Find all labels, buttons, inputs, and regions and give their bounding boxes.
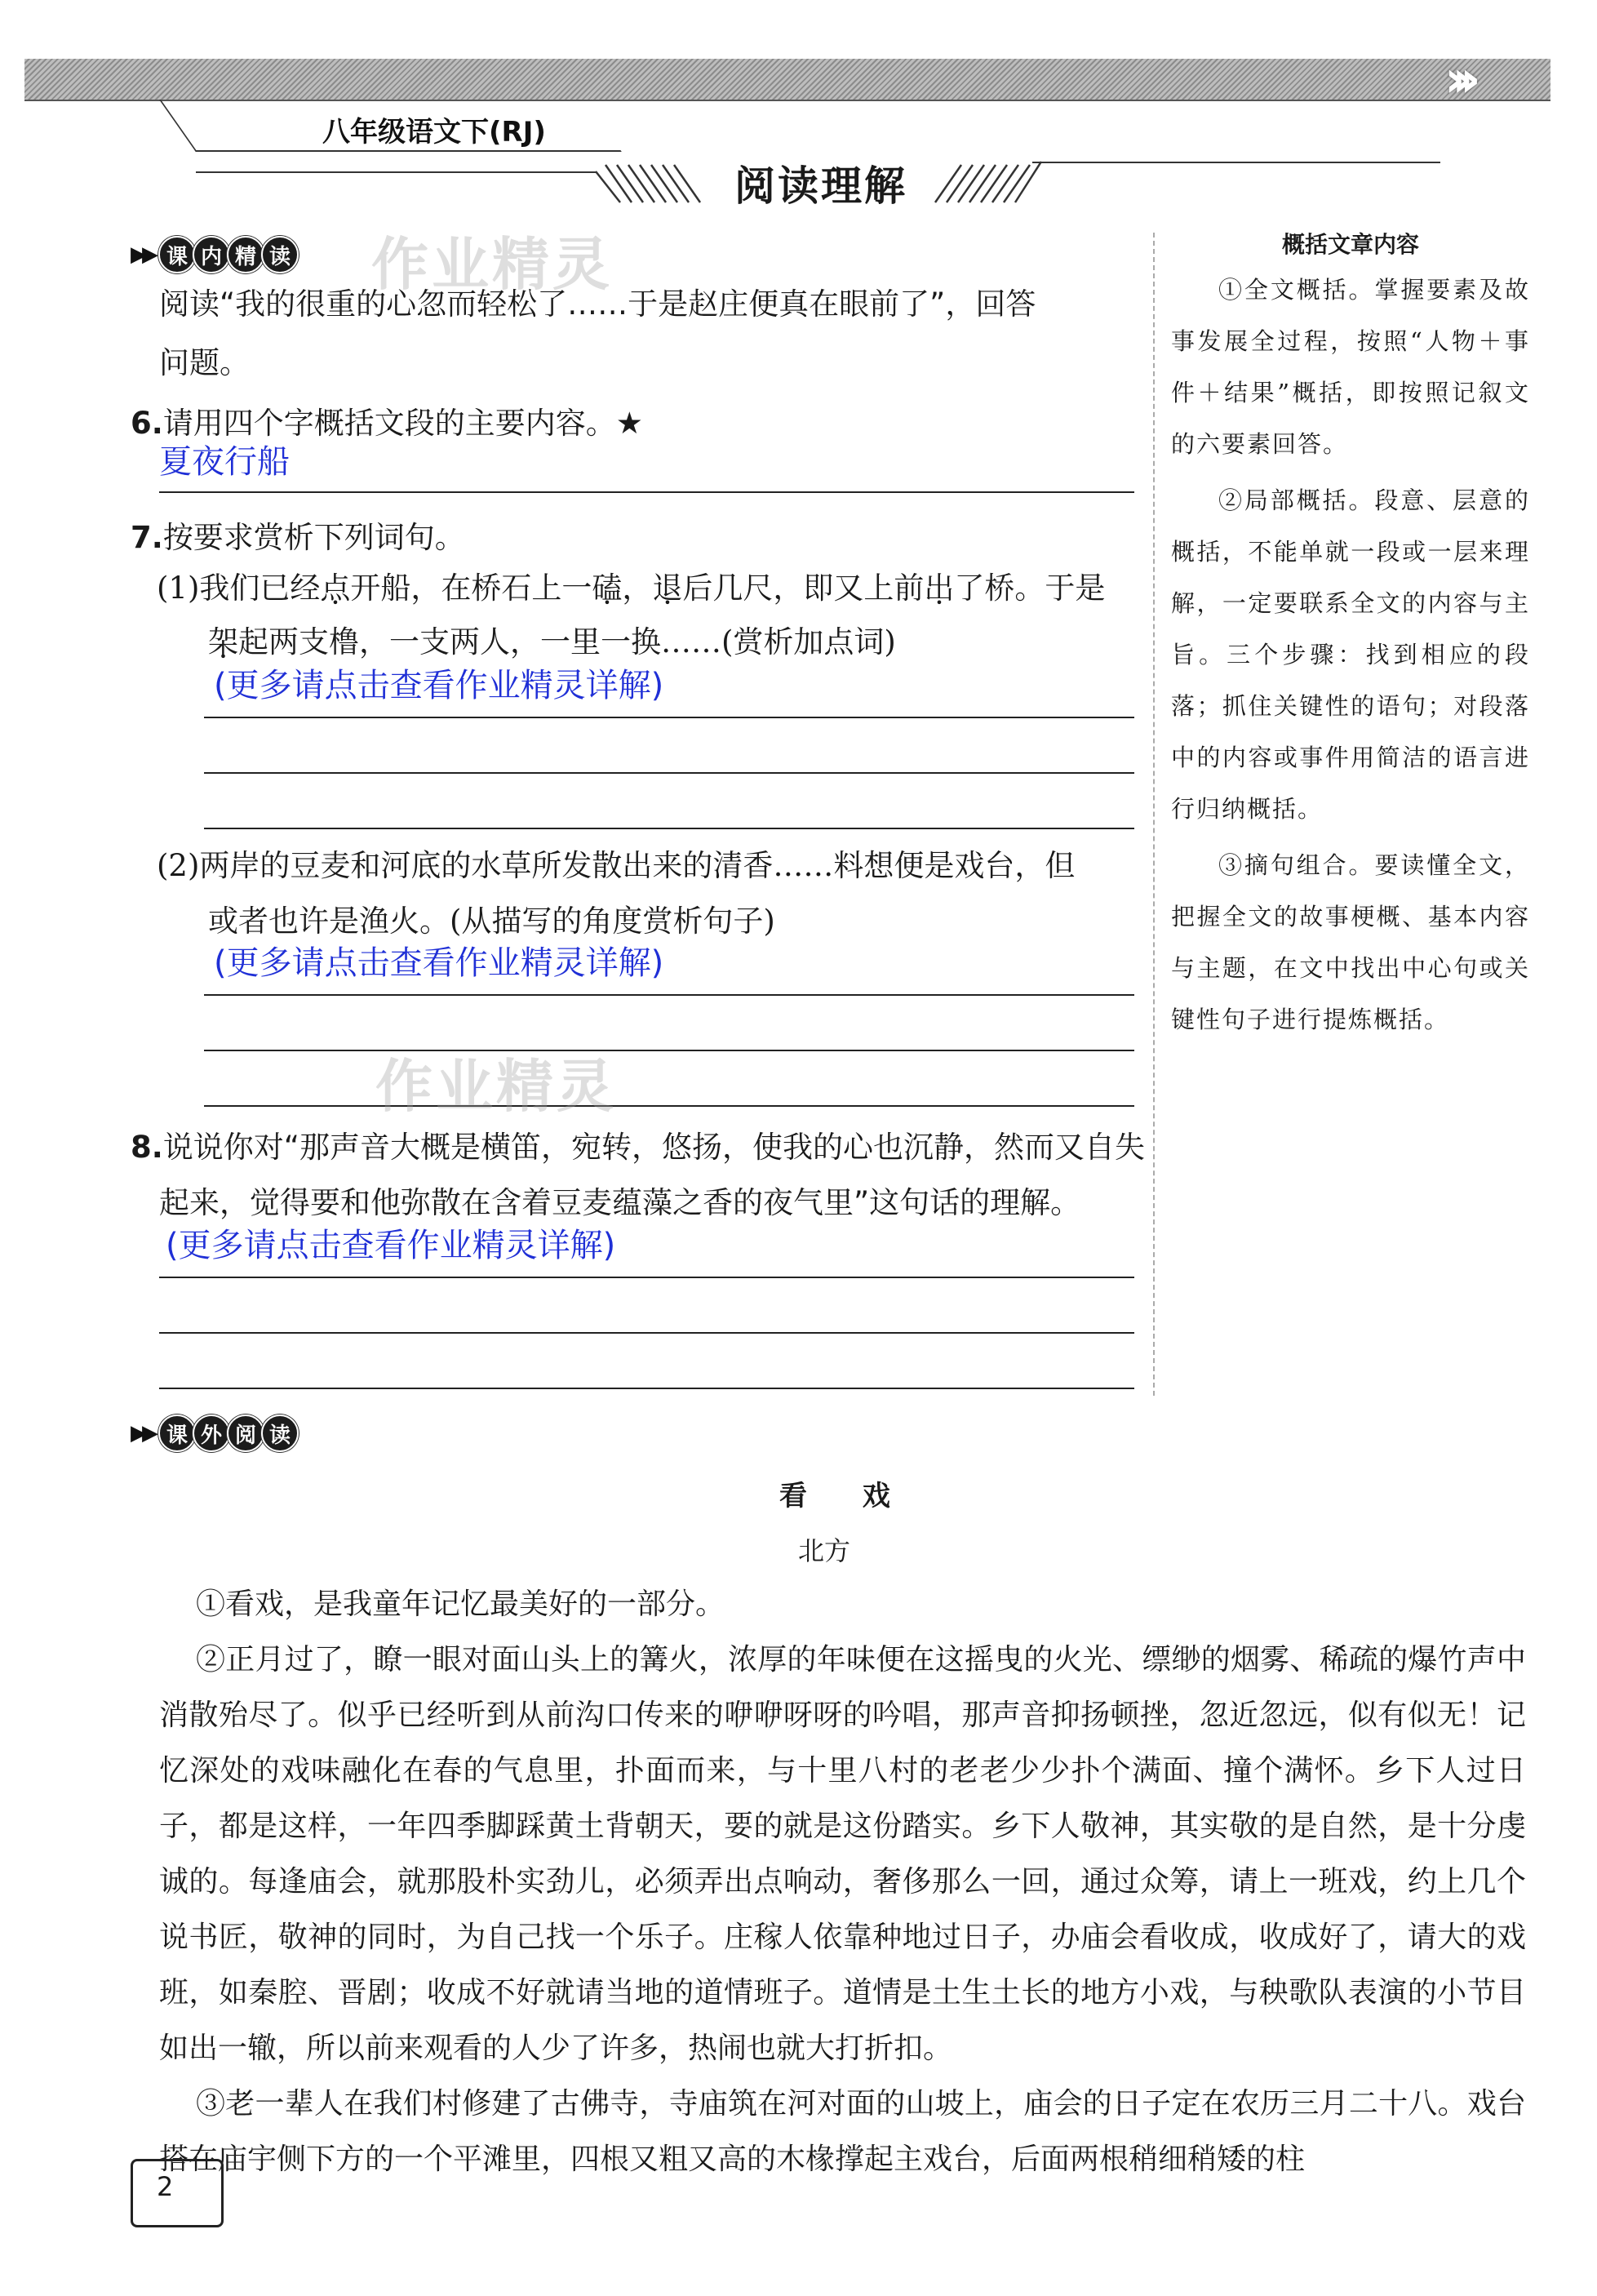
answer-line xyxy=(159,1388,1134,1389)
badge-char: 读 xyxy=(261,236,299,273)
header-band xyxy=(24,59,1550,101)
article-paragraph: ②正月过了，瞭一眼对面山头上的篝火，浓厚的年味便在这摇曳的火光、缥缈的烟雾、稀疏的爆竹声中消散殆尽了。似乎已经听到从前沟口传来的咿咿呀呀的吟唱，那声音抑扬顿挫，忽近忽远，似有似无！记忆深处的戏味融化在春的气息里，扑面而来，与十里八村的老老少少扑个满面、撞个满怀。乡下人过日子，都是这样，一年四季脚踩黄土背朝天，要的就是这份踏实。乡下人敬神，其实敬的是自然，是十分虔诚的。每逢庙会，就那股朴实劲儿，必须弄出点响动，奢侈那么一回，通过众筹，请上一班戏，约上几个说书匠，敬神的同时，为自己找一个乐子。庄稼人依靠种地过日子，办庙会看收成，收成好了，请大的戏班，如秦腔、晋剧；收成不好就请当地的道情班子。道情是土生土长的地方小戏，与秧歌队表演的小节目如出一辙，所以前来观看的人少了许多，热闹也就大打折扣。 xyxy=(159,1643,1526,2065)
grade-label: 八年级语文下(RJ) xyxy=(322,116,546,149)
answer-line xyxy=(204,717,1134,718)
watermark: 作业精灵 xyxy=(371,231,613,298)
answer-line xyxy=(159,491,1134,493)
sidebar-paragraph: ③摘句组合。要读懂全文，把握全文的故事梗概、基本内容与主题，在文中找出中心句或关键性句子进行提炼概括。 xyxy=(1171,851,1530,1033)
question-number: 8. xyxy=(131,1130,163,1165)
article-title: 看 戏 xyxy=(779,1480,913,1512)
badge-extra-reading xyxy=(131,1412,295,1454)
q7-sub1-line-1 xyxy=(157,563,1105,614)
question-7 xyxy=(131,513,465,563)
question-number: 7. xyxy=(131,520,163,555)
answer-line xyxy=(204,1105,1134,1107)
question-text: 按要求赏析下列词句。 xyxy=(162,520,465,555)
question-number: 6. xyxy=(131,406,163,441)
answer-line xyxy=(204,1050,1134,1051)
article-paragraph: ①看戏，是我童年记忆最美好的一部分。 xyxy=(196,1588,725,1621)
q7-sub1-line-2 xyxy=(208,617,896,668)
badge-char: 阅 xyxy=(227,1414,264,1452)
q7-sub2-line-1: (2)两岸的豆麦和河底的水草所发散出来的清香……料想便是戏台，但 xyxy=(157,848,1076,883)
arrow-icon: ▶▶ xyxy=(131,242,153,267)
badge-char: 精 xyxy=(227,236,264,273)
intro-line-2: 问题。 xyxy=(159,345,250,380)
dotted-word: 点 xyxy=(320,571,351,606)
article-paragraph: ③老一辈人在我们村修建了古佛寺，寺庙筑在河对面的山坡上，庙会的日子定在农历三月二十八。戏台搭在庙宇侧下方的一个平滩里，四根又粗又高的木椽撑起主戏台，后面两根稍细稍矮的柱 xyxy=(159,2087,1526,2176)
answer-q7-2: (更多请点击查看作业精灵详解) xyxy=(214,944,664,982)
text-segment: 开船，在桥石上一 xyxy=(350,571,592,606)
sidebar-divider xyxy=(1153,233,1155,1396)
sidebar-paragraph: ②局部概括。段意、层意的概括，不能单就一段或一层来理解，一定要联系全文的内容与主旨。三个步骤：找到相应的段落；抓住关键性的语句；对段落中的内容或事件用简洁的语言进行归纳概括。 xyxy=(1171,486,1530,823)
chevron-right-icon: ››› xyxy=(1444,49,1468,109)
dotted-word: 出 xyxy=(924,571,955,606)
answer-line xyxy=(204,828,1134,829)
dotted-word: 退 xyxy=(652,571,683,606)
question-8-line-1 xyxy=(131,1122,1145,1173)
answer-line xyxy=(204,772,1134,774)
answer-q7-1: (更多请点击查看作业精灵详解) xyxy=(214,667,664,704)
text-segment: (1)我们已经 xyxy=(157,571,321,606)
badge-char: 课 xyxy=(158,236,196,273)
answer-line xyxy=(204,994,1134,996)
dotted-word: 架 xyxy=(208,624,238,659)
sidebar-title: 概括文章内容 xyxy=(1281,231,1419,258)
arrow-icon: ▶▶ xyxy=(131,1421,153,1446)
dotted-word: 磕 xyxy=(592,571,623,606)
text-segment: 起两支橹，一支两人，一里一换……(赏析加点词) xyxy=(238,624,896,659)
article-author: 北方 xyxy=(798,1535,851,1566)
page-number: 2 xyxy=(157,2171,174,2202)
answer-q6: 夏夜行船 xyxy=(159,443,290,481)
question-text: 请用四个字概括文段的主要内容。★ xyxy=(162,406,643,441)
badge-char: 读 xyxy=(261,1414,299,1452)
hatch-right-icon xyxy=(930,160,1053,206)
question-8-line-2: 起来，觉得要和他弥散在含着豆麦蕴藻之香的夜气里”这句话的理解。 xyxy=(159,1185,1081,1220)
intro-line-1: 阅读“我的很重的心忽而轻松了……于是赵庄便真在眼前了”，回答 xyxy=(159,286,1036,322)
question-text: 说说你对“那声音大概是横笛，宛转，悠扬，使我的心也沉静，然而又自失 xyxy=(162,1130,1145,1165)
sidebar-tips xyxy=(1171,220,1530,1046)
text-segment: 了桥。于是 xyxy=(954,571,1106,606)
answer-q8: (更多请点击查看作业精灵详解) xyxy=(166,1227,616,1264)
title-rule-left xyxy=(196,171,596,173)
page-number-box xyxy=(131,2159,224,2227)
title-rule-right xyxy=(1032,162,1440,163)
badge-char: 外 xyxy=(193,1414,230,1452)
text-segment: ， xyxy=(622,571,653,606)
answer-line xyxy=(159,1277,1134,1278)
article-body xyxy=(159,1577,1526,2187)
q7-sub2-line-2: 或者也许是渔火。(从描写的角度赏析句子) xyxy=(208,904,775,939)
badge-in-class-reading xyxy=(131,233,295,276)
badge-char: 内 xyxy=(193,236,230,273)
text-segment: 后几尺，即又上前 xyxy=(682,571,925,606)
hatch-left-icon xyxy=(596,160,718,206)
section-title: 阅读理解 xyxy=(734,162,907,210)
answer-line xyxy=(159,1332,1134,1334)
sidebar-paragraph: ①全文概括。掌握要素及故事发展全过程，按照“人物＋事件＋结果”概括，即按照记叙文的六要素回答。 xyxy=(1171,276,1530,458)
badge-char: 课 xyxy=(158,1414,196,1452)
watermark: 作业精灵 xyxy=(375,1053,617,1120)
